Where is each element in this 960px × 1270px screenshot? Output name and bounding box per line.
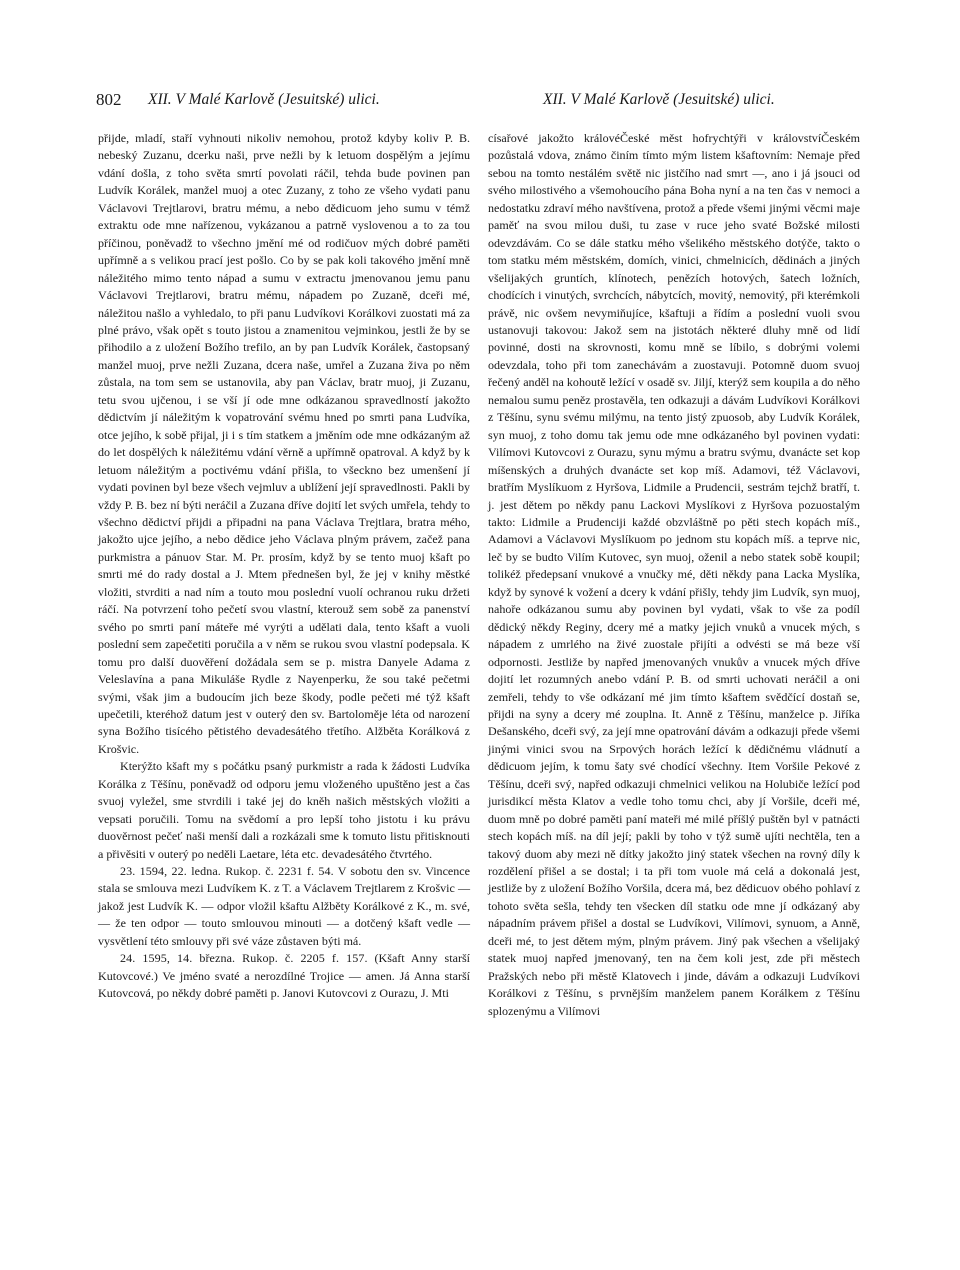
paragraph: přijde, mladí, staří vyhnouti nikoliv nemohou, protož kdyby koliv P. B. nebeský Zuzanu, dcerku naši, prve nežli by k letuom dospělým a jejímu vdání došla, z toho světa smrtí povolati ráčil, tehda bude povinen pan Ludvík Korálek, manžel muoj a otec Zuzany, z toho ze všeho vydati panu Václavovi Trejtlarovi, bratru mému, a nebo dědicuom jeho sumu v témž extraktu ode mne nařízenou, vykázanou a patrně vyslovenou a to za tou příčinou, poněvadž to všechno jmění mé od rodičuov mých dobré paměti upřímně a s velikou prací jest pošlo. Co by se pak koli takového jmění mně náležitého mimo tento nápad a sumu v extractu jmenovanou jemu panu Václavovi Trejtlarovi, bratru mému, nápadem po Zuzaně, dceři mé, náležitou našlo a vyhledalo, to při panu Ludvíkovi Korálkovi zuostati má za plné právo, však opět s touto jistou a znamenitou vejminkou, jestli že by se přihodilo a z uložení Božího trefilo, an by pan Ludvík Korálek, častopsaný manžel muoj, prve nežli Zuzana, dcera naše, umřel a Zuzana živa po něm zůstala, na tom sem se ustanovila, aby pan Václav, bratr muoj, ji Zuzanu, tetu svou ujčenou, i se vší jí ode mne odkázanou spravedlností jakožto dědictvím jí náležitým k vopatrování svému hned po smrti pana Ludvíka, otce jejího, k sobě přijal, ji i s tím statkem a jměním ode mne odkázaným až do let dospělých k náležitému vdání věrně a upřímně opatroval. A když by k letuom náležitým a poctivému vdání přišla, to všeckno bez umenšení jí vydati povinen byl beze všech vejmluv a ublížení její spravedlnosti. Pakli by vždy P. B. bez ní býti neráčil a Zuzana dříve dojití let svých umřela, tehdy to všechno dědictví přijdi a připadni na pana Václava Trejtlara, bratra mého, jakožto ujce jejího, a nebo dědice jeho Václava plným právem, začež pana purkmistra a pánuov Star. M. Pr. prosím, když by se tento muoj kšaft po smrti mé do rady dostal a J. Mtem přednešen byl, že jej v knihy městké vložiti, stvrditi a nad ním a touto mou poslední vuolí ochranou ruku držeti ráčí. Na potvrzení toho pečetí svou vlastní, kterouž sem sobě za panenství svého po smrti paní máteře mé vyrýti a udělati dala, tento kšaft a vuoli poslední sem zapečetiti poručila a v něm se rukou svou vlastní podepsala. K tomu pro další duověření dožádala sem se p. mistra Danyele Adama z Veleslavína a pana Mikuláše Rydle z Nayenperku, že sou také pečetmi svými, však jim a budoucím jich beze škody, podle pečeti mé týž kšaft upečetili, kteréhož datum jest v outerý den sv. Bartoloměje léta od narození syna Božího tisícého pětistého devadesátého třetího. Alžběta Korálková z Krošvic. bbox=[98, 131, 470, 756]
page-number: 802 bbox=[96, 90, 122, 109]
entry-paragraph bbox=[98, 863, 470, 950]
running-title-right: XII. V Malé Karlově (Jesuitské) ulici. bbox=[543, 91, 775, 108]
entry-text: (Kšaft Anny starší Kutovcové.) Ve jméno svaté a nerozdílné Trojice — amen. Já Anna starší Kutovcová, po někdy dobré paměti p. Janovi Kutovcovi z Ourazu, J. Mti bbox=[98, 951, 470, 1001]
paragraph: císařové jakožto královéČeské měst hofrychtýři v královstvíČeském pozůstalá vdova, známo činím tímto mým listem kšaftovním: Nemaje před sebou na tomto nestálém světě nic jistčího nad smrt —, ano i já jsouci od svého milostivého a všemohoucího pána Boha nyní a na ten čas v nemoci a nedostatku zdraví mého navštívena, protož a přede všemi jinými věcmi maje paměť na svou milou duši, tu zase v ruce jeho svaté Božské milosti odevzdávám. Co se dále statku mého všelikého městského dotýče, takto o tom statku mém městském, domích, vinici, chmelnicích, dědinách a jiných všelijakých gruntích, klínotech, penězích hotových, šatech ložních, chodících i vinutých, svrchcích, nábytcích, movitý, nemovitý, při kterémkoli právě, nic ovšem nevymiňujíce, kšaftuji a řídím a poslední vuoli svou ustanovuji takovou: Jakož sem na jistotách některé dluhy mně od lidí povinné, dosti na skrovnosti, komu mně se líbilo, s dobrými volemi odevzdala, toho při tom zanechávám a zuostavuji. Potomně duom svuoj řečený anděl na kohoutě ležící v osadě sv. Jiljí, kterýž sem koupila a do něho nemalou sumu peněz prostavěla, ten odkazuji a dávám Ludvíkovi Korálkovi z Těšínu, synu svému milýmu, na tento jistý zpuosob, aby Ludvík Korálek, syn muoj, z toho domu tak jemu ode mne odkázaného byl povinen vydati: Vilímovi Kutovcovi z Ourazu, synu mýmu a bratru svýmu, dvanácte set kop míšenských a druhých dvanácte set kop míš. Adamovi, též Václavovi, bratřím Myslíkuom z Hyršova, Lidmile a Prudencii, sestrám tejchž bratří, t. j. jest dětem po někdy panu Lackovi Myslíkovi z Hyršova pozuostalým takto: Lidmile a Prudenciji každé obzvláštně po pěti stech kopách míš., Adamovi a Václavovi Myslíkuom po jednom stu kopách míš. a teprve nic, leč by se budto Vilím Kutovec, syn muoj, oženil a nebo statek sobě koupil; tolikéž předepsaní vnukové a vnučky mé, děti někdy pana Lacka Myslíka, když by synové k vožení a dcery k vdání přišly, tehdy jim Ludvík, syn muoj, nahoře odkázanou sumu aby povinen byl vydati, však to vše za podíl dědický někdy Reginy, dcery mé a matky jejich vnuků a vnucek mých, s nápadem z umrlého na živé zuostale přijíti a odvésti se má beze vší odpornosti. Jestliže by napřed jmenovaných vnukův a vnucek mých dříve dojití let rozumných anebo vdání P. B. od smrti uchovati neráčil a oni zemřeli, tehdy to vše odkázaní mé jim tímto kšaftem svědčící dostaň se, přijdi na syny a dcery mé zouplna. It. Anně z Těšínu, manželce p. Jiříka Dešanského, dceři svý, za její mne opatrování dávám a odkazuji přede všemi jinými vinici svou na Srpových horách ležící k dědičnému vládnutí a dědicuom jejím, k tomu šaty své chodící všechny. Item Voršile Pekové z Těšínu, dceři svý, napřed odkazuji chmelnici velikou na Holubiče ležící pod jurisdikcí města Klatov a vedle toho tomu chci, aby jí Voršile, dceři mé, duom mně po dobré paměti paní mateři mé milé příšlý puštěn byl v patnácti stech kopách míš. na díl její; pakli by toho v týž sumě ujíti nechtěla, ten a takový duom aby mezi ně dítky jakožto jiný statek všechen na rovný díly k rozdělení přišel a se dostal; i ta při tom vuole má celá a dokonalá jest, jestliže by z uložení Božího Voršila, dcera má, bez dědicuov obého pohlaví z tohoto světa sešla, tehdy ten všecken díl statku ode mne jí odkázaný aby nápadním právem přišel a dostal se Ludvíkovi, Vilímovi, synuom, a Anně, dceři mé, to jest dětem mým, plným právem. Jiný pak všechen a všelijaký statek muoj napřed jmenovaný, ten na čem koli jest, zde při městech Pražských nebo při městě Klatovech i jinde, dávám a odkazuji Ludvíkovi Korálkovi z Těšínu, s prvnějším manželem panem Korálkem z Těšínu splozenýmu a Vilímovi bbox=[488, 131, 860, 1018]
running-title-left: XII. V Malé Karlově (Jesuitské) ulici. bbox=[148, 91, 380, 108]
entry-paragraph bbox=[98, 950, 470, 1002]
paragraph: Kterýžto kšaft my s počátku psaný purkmistr a rada k žádosti Ludvíka Korálka z Těšínu, poněvadž od odporu jemu vloženého upuštěno jest a čas svuoj vyležel, sme stvrdili i také jej do kněh našich městských vložiti a vepsati poručili. Tomu na svědomí a pro lepší toho jistotu i ku právu duověrnost pečeť naši menší dali a rozkázali sme k tomuto listu přitisknouti a přivěsiti v outerý po neděli Laetare, léta etc. devadesátého čtvrtého. bbox=[98, 759, 470, 861]
entry-text: V sobotu den sv. Vincence stala se smlouva mezi Ludvíkem K. z T. a Václavem Trejtlarem z Krošvic — jakož jest Ludvík K. — odpor vložil kšaftu Alžběty Korálkové z K., m. své, — že ten odpor — touto smlouvou minouti — a dotčený kšaft vedle — vysvětlení této smlouvy při své váze zůstaven býti má. bbox=[98, 864, 470, 948]
entry-heading: 24. 1595, 14. března. Rukop. č. 2205 f. 157. bbox=[120, 951, 368, 966]
entry-heading: 23. 1594, 22. ledna. Rukop. č. 2231 f. 54. bbox=[120, 864, 334, 879]
left-text-column bbox=[98, 130, 470, 1003]
right-text-column bbox=[488, 130, 860, 1020]
